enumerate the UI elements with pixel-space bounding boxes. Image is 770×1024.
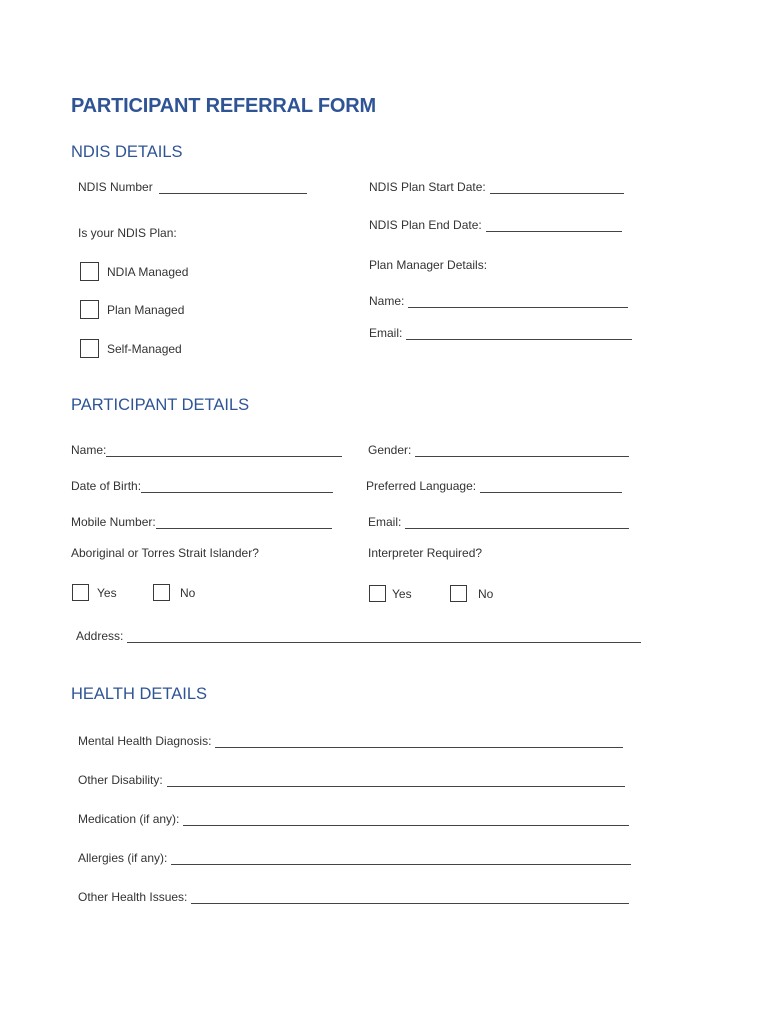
allergies-label: Allergies (if any): xyxy=(78,851,168,865)
participant-details-heading: PARTICIPANT DETAILS xyxy=(71,396,250,414)
interpreter-no-label: No xyxy=(478,586,494,601)
other-health-input[interactable] xyxy=(191,892,629,904)
allergies-input[interactable] xyxy=(171,853,631,865)
plan-start-label: NDIS Plan Start Date: xyxy=(369,180,486,194)
other-health-field[interactable] xyxy=(78,890,629,904)
self-managed-label: Self-Managed xyxy=(107,341,182,356)
plan-start-field[interactable] xyxy=(369,180,624,194)
interpreter-no-checkbox[interactable] xyxy=(450,585,467,602)
language-input[interactable] xyxy=(480,481,622,493)
gender-label: Gender: xyxy=(368,443,412,457)
ndia-managed-label: NDIA Managed xyxy=(107,264,189,279)
aboriginal-no-checkbox[interactable] xyxy=(153,584,170,601)
plan-start-input[interactable] xyxy=(490,182,624,194)
interpreter-yes-checkbox[interactable] xyxy=(369,585,386,602)
interpreter-yes-option[interactable] xyxy=(369,585,412,602)
ndia-managed-option[interactable] xyxy=(80,262,188,281)
aboriginal-yes-checkbox[interactable] xyxy=(72,584,89,601)
medication-label: Medication (if any): xyxy=(78,812,180,826)
address-input[interactable] xyxy=(127,631,641,643)
self-managed-checkbox[interactable] xyxy=(80,339,99,358)
mental-health-input[interactable] xyxy=(215,736,623,748)
pm-email-label: Email: xyxy=(369,326,403,340)
mobile-input[interactable] xyxy=(156,517,332,529)
pm-email-field[interactable] xyxy=(369,326,632,340)
pm-email-input[interactable] xyxy=(406,328,632,340)
other-disability-input[interactable] xyxy=(167,775,625,787)
plan-end-field[interactable] xyxy=(369,218,622,232)
participant-name-input[interactable] xyxy=(106,445,342,457)
plan-managed-checkbox[interactable] xyxy=(80,300,99,319)
health-details-heading: HEALTH DETAILS xyxy=(71,685,208,703)
medication-input[interactable] xyxy=(183,814,629,826)
aboriginal-yes-label: Yes xyxy=(97,585,117,600)
form-title: PARTICIPANT REFERRAL FORM xyxy=(71,95,376,117)
language-label: Preferred Language: xyxy=(366,479,477,493)
plan-manager-label: Plan Manager Details: xyxy=(369,258,488,272)
participant-email-input[interactable] xyxy=(405,517,629,529)
interpreter-no-option[interactable] xyxy=(450,585,493,602)
mobile-label: Mobile Number: xyxy=(71,515,156,529)
gender-field[interactable] xyxy=(368,443,629,457)
aboriginal-yes-option[interactable] xyxy=(72,584,117,601)
aboriginal-label: Aboriginal or Torres Strait Islander? xyxy=(71,546,259,560)
participant-email-field[interactable] xyxy=(368,515,629,529)
ndis-number-field[interactable] xyxy=(78,180,307,194)
plan-end-input[interactable] xyxy=(486,220,622,232)
other-disability-field[interactable] xyxy=(78,773,625,787)
pm-name-input[interactable] xyxy=(408,296,628,308)
other-disability-label: Other Disability: xyxy=(78,773,163,787)
mental-health-label: Mental Health Diagnosis: xyxy=(78,734,212,748)
plan-end-label: NDIS Plan End Date: xyxy=(369,218,482,232)
ndis-number-label: NDIS Number xyxy=(78,180,153,194)
dob-field[interactable] xyxy=(71,479,333,493)
is-plan-label: Is your NDIS Plan: xyxy=(78,226,177,240)
participant-name-label: Name: xyxy=(71,443,107,457)
pm-name-field[interactable] xyxy=(369,294,628,308)
medication-field[interactable] xyxy=(78,812,629,826)
mental-health-field[interactable] xyxy=(78,734,623,748)
mobile-field[interactable] xyxy=(71,515,332,529)
aboriginal-no-label: No xyxy=(180,585,196,600)
participant-email-label: Email: xyxy=(368,515,402,529)
ndis-number-input[interactable] xyxy=(159,182,307,194)
ndis-details-heading: NDIS DETAILS xyxy=(71,143,183,161)
gender-input[interactable] xyxy=(415,445,629,457)
interpreter-yes-label: Yes xyxy=(392,586,412,601)
plan-managed-label: Plan Managed xyxy=(107,302,185,317)
dob-input[interactable] xyxy=(141,481,333,493)
pm-name-label: Name: xyxy=(369,294,405,308)
participant-name-field[interactable] xyxy=(71,443,342,457)
address-field[interactable] xyxy=(76,629,641,643)
allergies-field[interactable] xyxy=(78,851,631,865)
self-managed-option[interactable] xyxy=(80,339,182,358)
language-field[interactable] xyxy=(366,479,622,493)
interpreter-label: Interpreter Required? xyxy=(368,546,483,560)
address-label: Address: xyxy=(76,629,124,643)
dob-label: Date of Birth: xyxy=(71,479,142,493)
aboriginal-no-option[interactable] xyxy=(153,584,195,601)
plan-managed-option[interactable] xyxy=(80,300,184,319)
ndia-managed-checkbox[interactable] xyxy=(80,262,99,281)
other-health-label: Other Health Issues: xyxy=(78,890,188,904)
